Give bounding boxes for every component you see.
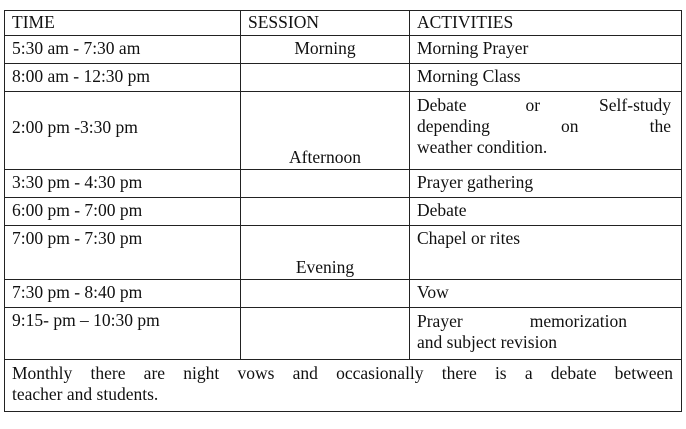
activity-line: Prayer memorization [417, 311, 627, 331]
table-row [5, 170, 682, 198]
note-line: teacher and students. [12, 384, 159, 404]
activity-text: Morning Prayer [417, 38, 529, 58]
schedule-table [4, 10, 682, 412]
note-row [5, 360, 682, 412]
activity-cell [410, 36, 682, 64]
activity-cell [410, 170, 682, 198]
table-row [5, 92, 682, 170]
activity-line: and subject revision [417, 331, 557, 352]
note-line: Monthly there are night vows and occasionally there is a debate between [12, 363, 673, 383]
time-text: 9:15- pm – 10:30 pm [12, 310, 160, 330]
time-text: 7:30 pm - 8:40 pm [12, 282, 143, 302]
table-row [5, 64, 682, 92]
time-text: 7:00 pm - 7:30 pm [12, 228, 143, 248]
session-text [241, 308, 409, 312]
time-cell [5, 280, 241, 308]
activity-line: weather condition. [417, 136, 548, 157]
activity-line: depending on the [417, 115, 671, 136]
activity-cell [410, 64, 682, 92]
session-cell [241, 64, 410, 92]
session-text: Afternoon [289, 146, 361, 167]
table-row [5, 226, 682, 280]
activity-multiline [417, 92, 681, 157]
session-cell [241, 308, 410, 360]
session-cell [241, 280, 410, 308]
time-cell [5, 92, 241, 170]
activity-cell [410, 92, 682, 170]
session-cell [241, 198, 410, 226]
time-text: 6:00 pm - 7:00 pm [12, 200, 143, 220]
table-row [5, 198, 682, 226]
table-row [5, 36, 682, 64]
session-text [241, 170, 409, 174]
activity-text: Vow [417, 282, 449, 302]
note-cell [5, 360, 682, 412]
activity-line: Debate or Self-study [417, 95, 671, 115]
header-time-label: TIME [12, 12, 55, 32]
time-text: 5:30 am - 7:30 am [12, 38, 141, 58]
session-cell [241, 226, 410, 280]
header-activities-label: ACTIVITIES [417, 12, 514, 32]
time-cell [5, 36, 241, 64]
session-text: Evening [295, 256, 355, 277]
header-time [5, 11, 241, 36]
time-text: 8:00 am - 12:30 pm [12, 66, 151, 86]
activity-cell [410, 226, 682, 280]
session-cell [241, 92, 410, 170]
session-text: Morning [294, 38, 356, 58]
table-row [5, 280, 682, 308]
header-session-label: SESSION [248, 12, 319, 32]
time-cell [5, 64, 241, 92]
activity-text: Prayer gathering [417, 172, 534, 192]
activity-cell [410, 280, 682, 308]
time-cell [5, 198, 241, 226]
time-text: 2:00 pm -3:30 pm [12, 117, 138, 137]
time-cell [5, 226, 241, 280]
table-row [5, 308, 682, 360]
session-cell [241, 170, 410, 198]
session-text [241, 64, 409, 68]
time-cell [5, 308, 241, 360]
activity-multiline [417, 308, 681, 353]
time-text: 3:30 pm - 4:30 pm [12, 172, 143, 192]
note-text [12, 360, 673, 405]
activity-text: Morning Class [417, 66, 521, 86]
activity-cell [410, 198, 682, 226]
header-row [5, 11, 682, 36]
activity-text: Chapel or rites [417, 228, 521, 248]
session-cell [241, 36, 410, 64]
session-text [241, 198, 409, 202]
activity-cell [410, 308, 682, 360]
time-cell [5, 170, 241, 198]
activity-text: Debate [417, 200, 467, 220]
session-text [241, 280, 409, 284]
header-activities [410, 11, 682, 36]
header-session [241, 11, 410, 36]
